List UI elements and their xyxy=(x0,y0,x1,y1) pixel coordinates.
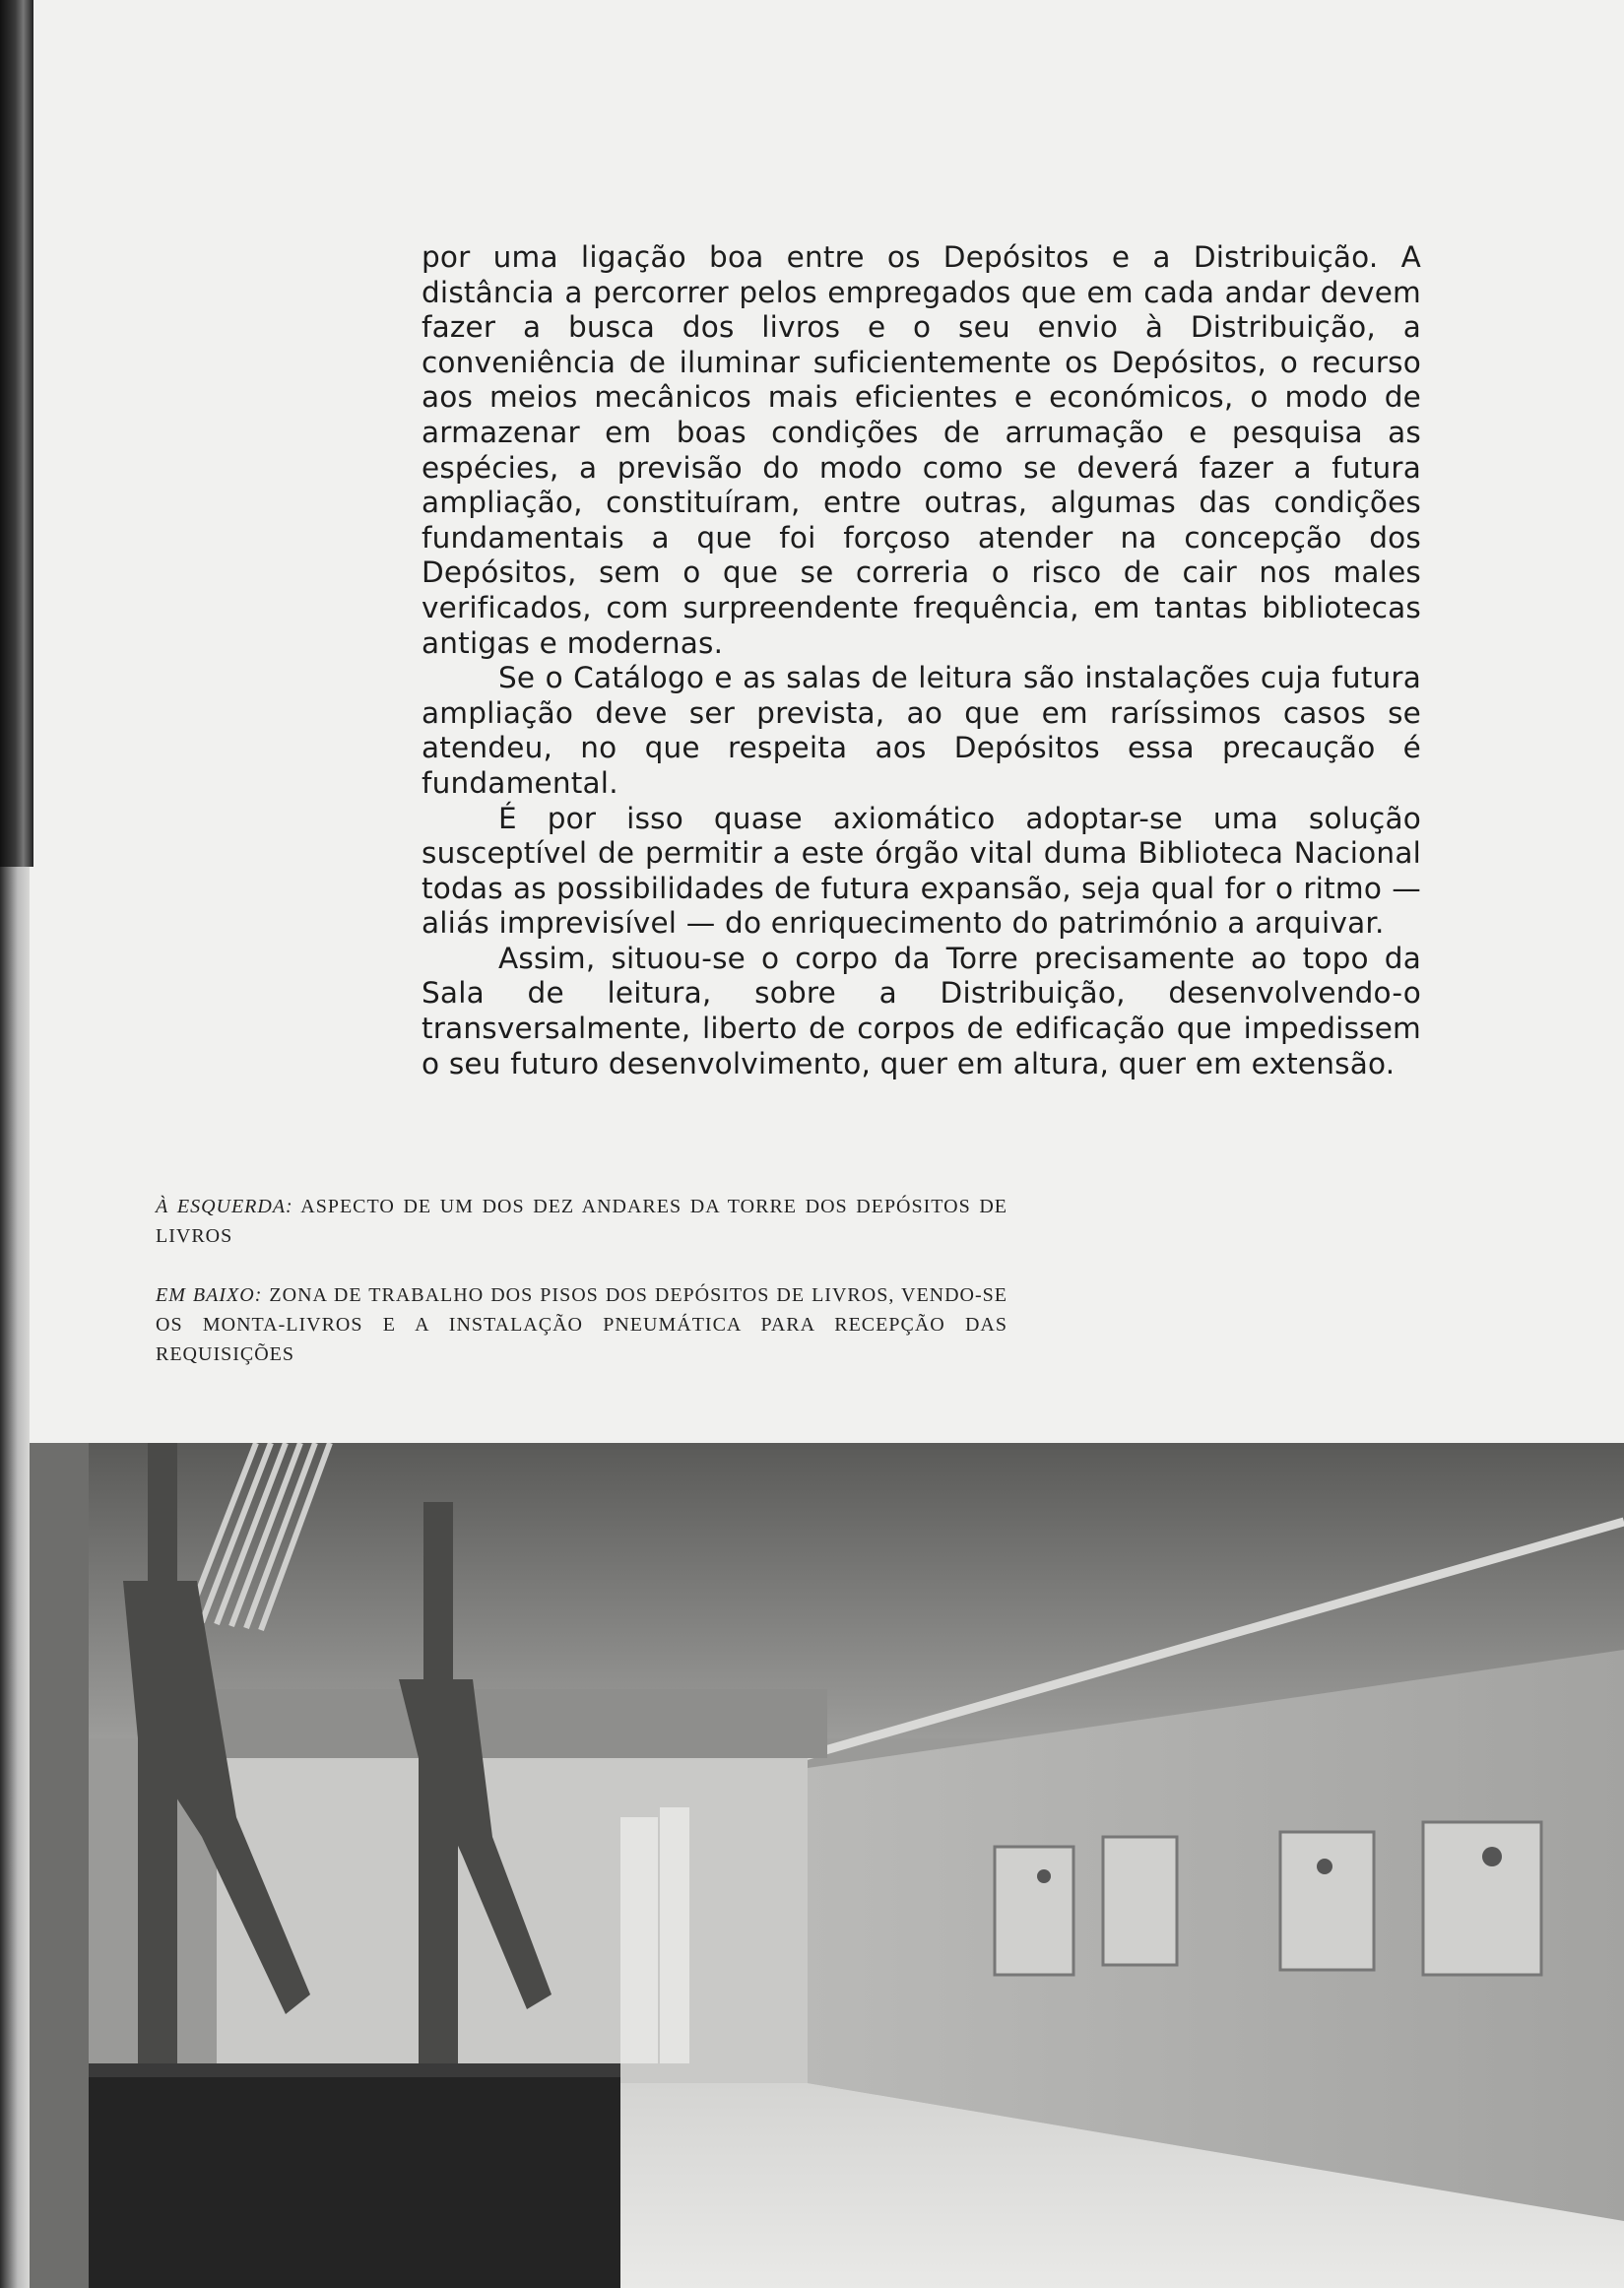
paragraph: Se o Catálogo e as salas de leitura são instalações cuja futura ampliação deve ser prevista, ao que em raríssimos casos se atendeu, no que respeita aos Depósitos essa precaução é fundamental. xyxy=(422,661,1421,800)
caption-lead: À ESQUERDA: xyxy=(156,1196,293,1217)
paragraph: Assim, situou-se o corpo da Torre precisamente ao topo da Sala de leitura, sobre a Distribuição, desenvolvendo-o transversalmente, liberto de corpos de edificação que impedissem o seu futuro desenvolvimento, quer em altura, quer em extensão. xyxy=(422,941,1421,1080)
paragraph: É por isso quase axiomático adoptar-se uma solução susceptível de permitir a este órgão vital duma Biblioteca Nacional todas as possibilidades de futura expansão, seja qual for o ritmo — aliás imprevisível — do enriquecimento do património a arquivar. xyxy=(422,801,1421,941)
photo-illustration xyxy=(30,1443,1624,2288)
body-text xyxy=(422,240,1421,1081)
adjacent-page-edge xyxy=(0,867,30,2288)
caption-bottom-photo xyxy=(156,1280,1007,1369)
caption-text: ZONA DE TRABALHO DOS PISOS DOS DEPÓSITOS DE LIVROS, VENDO-SE OS MONTA-LIVROS E A INSTALAÇÃO PNEUMÁTICA PARA RECEPÇÃO DAS REQUISIÇÕES xyxy=(156,1284,1008,1365)
caption-lead: EM BAIXO: xyxy=(156,1284,263,1306)
adjacent-page-photo-edge xyxy=(0,0,33,867)
caption-text: ASPECTO DE UM DOS DEZ ANDARES DA TORRE DOS DEPÓSITOS DE LIVROS xyxy=(156,1196,1008,1247)
work-area-photo xyxy=(30,1443,1624,2288)
caption-left-photo xyxy=(156,1192,1007,1251)
paragraph: por uma ligação boa entre os Depósitos e a Distribuição. A distância a percorrer pelos empregados que em cada andar devem fazer a busca dos livros e o seu envio à Distribuição, a conveniência de iluminar suficientemente os Depósitos, o recurso aos meios mecânicos mais eficientes e económicos, o modo de armazenar em boas condições de arrumação e pesquisa as espécies, a previsão do modo como se deverá fazer a futura ampliação, constituíram, entre outras, algumas das condições fundamentais a que foi forçoso atender na concepção dos Depósitos, sem o que se correria o risco de cair nos males verificados, com surpreendente frequência, em tantas bibliotecas antigas e modernas. xyxy=(422,240,1421,660)
